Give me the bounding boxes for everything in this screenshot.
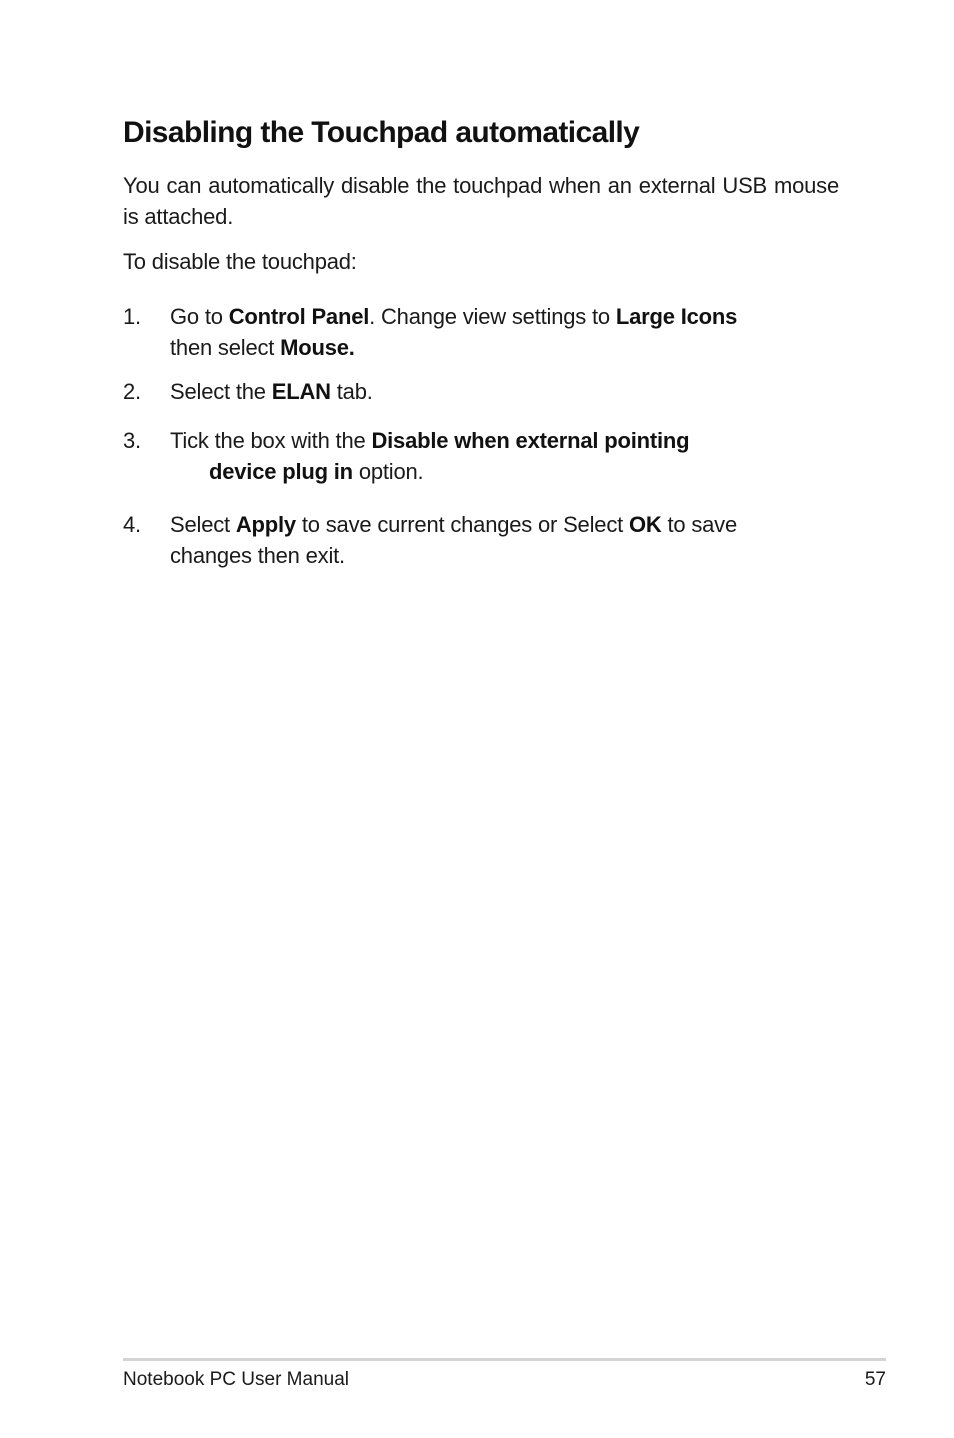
ui-term-mouse: Mouse. [280, 335, 355, 360]
step-text-part: to save current changes or Select [295, 512, 629, 537]
step-text-part: Select [170, 512, 236, 537]
step-number: 2. [123, 379, 141, 404]
ui-term-apply: Apply [235, 512, 296, 537]
step-continuation [170, 456, 423, 487]
footer-title: Notebook PC User Manual [123, 1369, 349, 1390]
step-text-part: . Change view settings to [369, 304, 616, 329]
step-text [170, 301, 820, 363]
ui-term-control-panel: Control Panel [228, 304, 370, 329]
step-text-part: then select [170, 335, 281, 360]
step-text-part: Select the [170, 379, 272, 404]
lead-in-text: To disable the touchpad: [123, 249, 357, 274]
step-text [170, 509, 820, 571]
step-number: 1. [123, 304, 141, 329]
step-text [170, 376, 820, 407]
ui-term-device-plug-in: device plug in [209, 459, 353, 484]
step-text [170, 425, 820, 487]
section-heading: Disabling the Touchpad automatically [123, 116, 640, 149]
ui-term-ok: OK [628, 512, 662, 537]
ui-term-disable-option: Disable when external pointing [371, 428, 690, 453]
page-number: 57 [864, 1369, 886, 1390]
ui-term-large-icons: Large Icons [615, 304, 738, 329]
intro-paragraph: You can automatically disable the touchpad when an external USB mouse is attached. [123, 173, 839, 229]
step-text-part: Go to [170, 304, 229, 329]
step-text-part: tab. [330, 379, 373, 404]
step-text-part: Tick the box with the [170, 428, 372, 453]
step-number: 3. [123, 428, 141, 453]
footer-divider [123, 1358, 886, 1361]
step-text-part: option. [352, 459, 424, 484]
step-number: 4. [123, 512, 141, 537]
step-text-part: to save changes then exit. [170, 512, 738, 568]
ui-term-elan: ELAN [271, 379, 331, 404]
